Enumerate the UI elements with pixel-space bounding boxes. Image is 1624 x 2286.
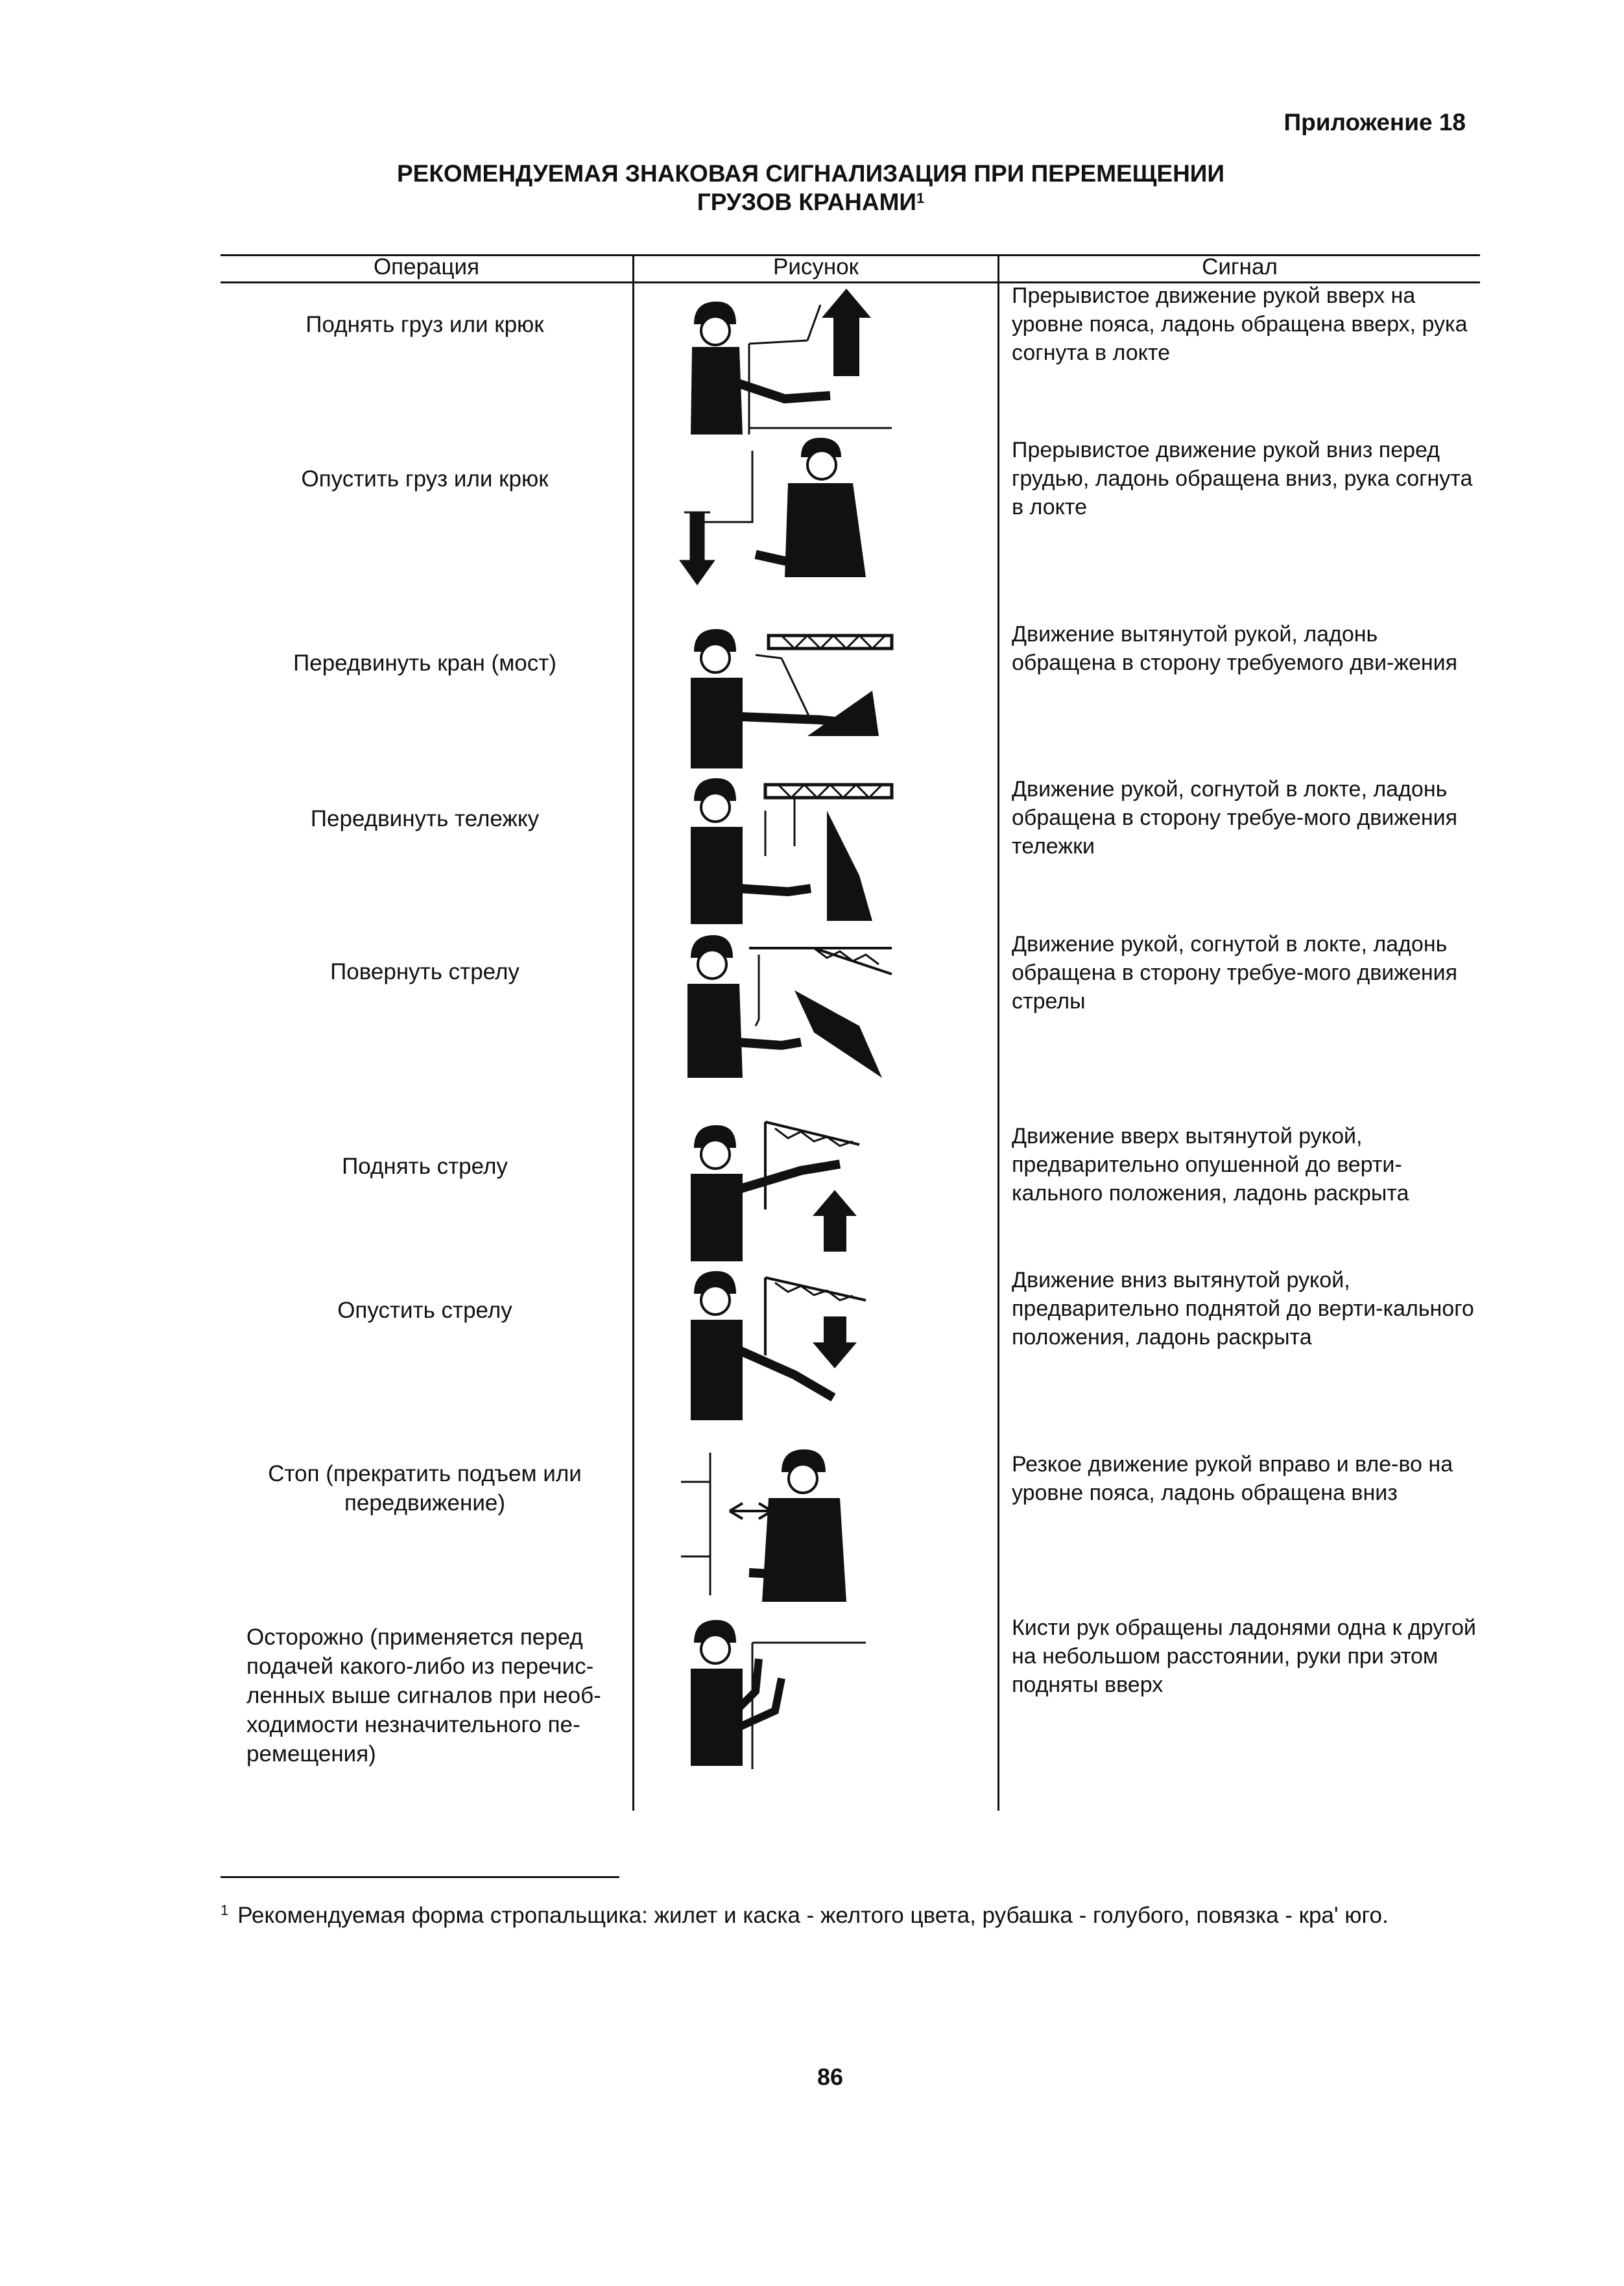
signal-illustration (652, 1265, 1002, 1423)
signal-illustration (652, 1446, 1002, 1605)
column-header-operation: Операция (373, 254, 480, 280)
raise-load-figure-icon (652, 285, 1002, 441)
operation-cell: Опустить стрелу (337, 1298, 512, 1323)
signal-cell: Движение рукой, согнутой в локте, ладонь обращена в сторону требуе-мого движения стрелы (1012, 932, 1458, 1014)
signal-cell: Прерывистое движение рукой вниз перед грудью, ладонь обращена вниз, рука согнута в локте (1012, 438, 1473, 519)
footnote-text: Рекомендуемая форма стропальщика: жилет и каска - желтого цвета, рубашка - голубого, повязка - кра' юго. (237, 1903, 1389, 1928)
signal-cell: Прерывистое движение рукой вверх на уровне пояса, ладонь обращена вверх, рука согнута в локте (1012, 283, 1468, 365)
lower-load-figure-icon (652, 438, 1002, 593)
column-header-signal: Сигнал (1202, 254, 1278, 280)
title-footnote-mark: 1 (916, 190, 925, 206)
signal-cell: Кисти рук обращены ладонями одна к другой на небольшом расстоянии, руки при этом подняты вверх (1012, 1615, 1476, 1697)
footnote (221, 1899, 1479, 1933)
move-trolley-figure-icon (652, 772, 1002, 927)
turn-boom-figure-icon (652, 929, 1002, 1081)
signal-cell: Движение вверх вытянутой рукой, предварительно опушенной до верти-кального положения, ладонь раскрыта (1012, 1124, 1409, 1206)
signal-cell: Движение рукой, согнутой в локте, ладонь обращена в сторону требуе-мого движения тележки (1012, 777, 1458, 859)
move-crane-figure-icon (652, 619, 1002, 772)
title-line-1: РЕКОМЕНДУЕМАЯ ЗНАКОВАЯ СИГНАЛИЗАЦИЯ ПРИ ПЕРЕМЕЩЕНИИ (396, 160, 1224, 187)
title-line-2-text: ГРУЗОВ КРАНАМИ (697, 189, 916, 215)
caution-signal-figure-icon (652, 1613, 1002, 1769)
operation-cell: Поднять груз или крюк (305, 312, 544, 337)
operation-cell: Передвинуть кран (мост) (293, 650, 556, 676)
column-header-picture: Рисунок (772, 254, 859, 280)
signal-illustration (652, 438, 1002, 593)
operation-cell: Опустить груз или крюк (301, 466, 549, 492)
stop-signal-figure-icon (652, 1446, 1002, 1605)
operation-cell: Поднять стрелу (342, 1154, 508, 1179)
signal-illustration (652, 1112, 1002, 1265)
page-number: 86 (817, 2064, 844, 2090)
signal-illustration (652, 929, 1002, 1081)
signal-illustration (652, 1613, 1002, 1769)
footnote-separator (221, 1876, 619, 1878)
footnote-mark: 1 (221, 1902, 229, 1918)
signal-cell: Движение вниз вытянутой рукой, предварительно поднятой до верти-кального положения, ладонь раскрыта (1012, 1268, 1474, 1350)
title-line-2 (389, 188, 1232, 217)
signal-illustration (652, 285, 1002, 441)
signal-cell: Движение вытянутой рукой, ладонь обращена в сторону требуемого дви-жения (1012, 622, 1458, 675)
signal-cell: Резкое движение рукой вправо и вле-во на уровне пояса, ладонь обращена вниз (1012, 1452, 1453, 1505)
raise-boom-figure-icon (652, 1112, 1002, 1265)
signal-illustration (652, 772, 1002, 927)
signal-illustration (652, 619, 1002, 772)
operation-cell: Повернуть стрелу (330, 959, 519, 984)
lower-boom-figure-icon (652, 1265, 1002, 1423)
appendix-label: Приложение 18 (1284, 109, 1466, 136)
operation-cell: Передвинуть тележку (310, 806, 540, 831)
column-divider-1 (632, 254, 634, 1811)
operation-cell: Осторожно (применяется перед подачей какого-либо из перечис-ленных выше сигналов при необ-ходимости незначительного пе-ремещения) (246, 1625, 601, 1767)
page-title (389, 160, 1232, 217)
operation-cell: Стоп (прекратить подъем или передвижение) (268, 1461, 582, 1516)
